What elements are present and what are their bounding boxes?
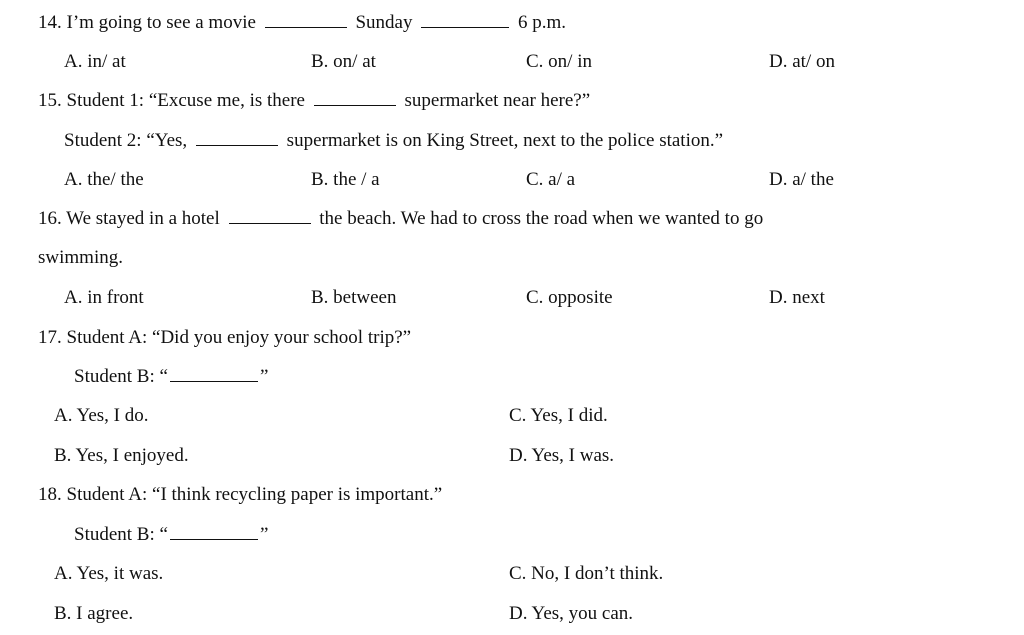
q14-option-c: C. on/ in: [526, 51, 592, 72]
q14-text-1: 14. I’m going to see a movie: [38, 12, 256, 33]
q18-option-b: B. I agree.: [54, 603, 134, 624]
q15-option-c: C. a/ a: [526, 169, 576, 190]
q15-option-b: B. the / a: [311, 169, 380, 190]
q18-option-a: A. Yes, it was.: [54, 563, 164, 584]
question-15-line-2: [64, 129, 723, 153]
q14-option-d: D. at/ on: [769, 51, 835, 72]
question-14-stem: [38, 11, 566, 35]
q17-text-1: Student B: “: [74, 366, 168, 387]
q16-blank: [229, 209, 311, 224]
q15-option-a: A. the/ the: [64, 169, 144, 190]
q18-option-d: D. Yes, you can.: [509, 603, 634, 624]
q15-text-4: supermarket is on King Street, next to the police station.”: [286, 130, 724, 151]
q16-option-a: A. in front: [64, 287, 144, 308]
q17-text-2: ”: [259, 366, 269, 387]
q17-blank: [170, 367, 258, 382]
question-17-stem: 17. Student A: “Did you enjoy your school trip?”: [38, 327, 412, 348]
q17-option-d: D. Yes, I was.: [509, 445, 615, 466]
question-18-line-2: [74, 523, 268, 547]
question-16-stem: [38, 207, 763, 231]
q16-text-1: 16. We stayed in a hotel: [38, 208, 220, 229]
q14-option-b: B. on/ at: [311, 51, 376, 72]
q15-option-d: D. a/ the: [769, 169, 834, 190]
q18-blank: [170, 525, 258, 540]
q18-text-2: ”: [259, 524, 269, 545]
q14-text-2: Sunday: [355, 12, 413, 33]
q18-text-1: Student B: “: [74, 524, 168, 545]
q17-option-b: B. Yes, I enjoyed.: [54, 445, 189, 466]
q14-option-a: A. in/ at: [64, 51, 126, 72]
question-18-stem: 18. Student A: “I think recycling paper is important.”: [38, 484, 443, 505]
q16-option-c: C. opposite: [526, 287, 613, 308]
question-15-stem: [38, 89, 590, 113]
q15-blank-2: [196, 131, 278, 146]
q15-text-3: Student 2: “Yes,: [64, 130, 188, 151]
q16-text-2: the beach. We had to cross the road when we wanted to go: [319, 208, 764, 229]
question-17-line-2: [74, 365, 268, 389]
question-16-line-2: swimming.: [38, 247, 123, 268]
q14-text-3: 6 p.m.: [517, 12, 566, 33]
q15-text-2: supermarket near here?”: [404, 90, 591, 111]
q16-option-b: B. between: [311, 287, 397, 308]
q17-option-a: A. Yes, I do.: [54, 405, 149, 426]
q15-blank-1: [314, 91, 396, 106]
q14-blank-2: [421, 13, 509, 28]
q15-text-1: 15. Student 1: “Excuse me, is there: [38, 90, 305, 111]
q14-blank-1: [265, 13, 347, 28]
q17-option-c: C. Yes, I did.: [509, 405, 608, 426]
q16-option-d: D. next: [769, 287, 825, 308]
q18-option-c: C. No, I don’t think.: [509, 563, 664, 584]
